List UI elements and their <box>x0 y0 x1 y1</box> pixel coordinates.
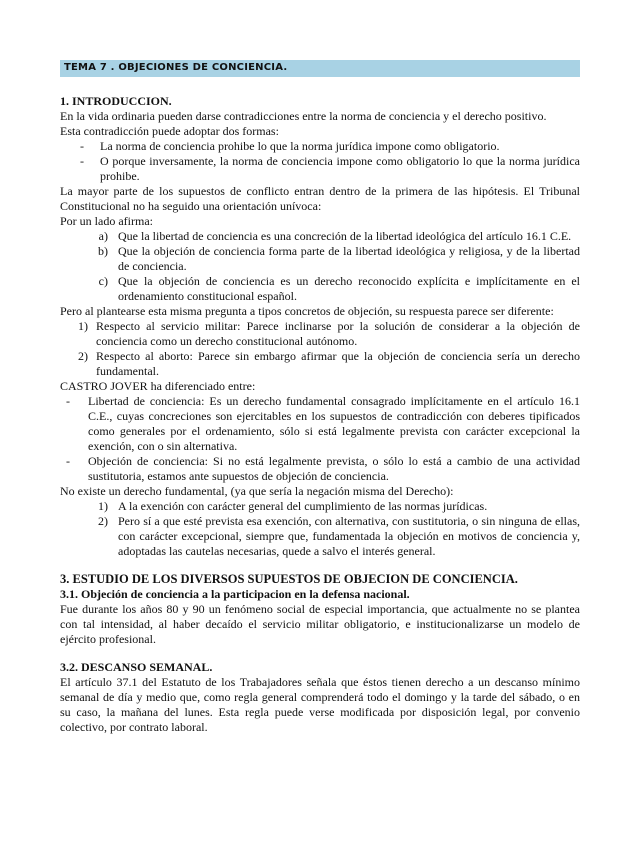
list-item <box>60 274 580 304</box>
list-marker: - <box>80 139 84 153</box>
list-item <box>60 454 580 484</box>
list-marker: 1) <box>78 319 88 333</box>
list-marker: - <box>66 454 70 468</box>
list-item <box>60 154 580 184</box>
list-item <box>60 499 580 514</box>
list-marker: 2) <box>98 514 108 528</box>
list-text: Objeción de conciencia: Si no está legalmente prevista, o sólo lo está a cambio de una actividad sustitutoria, estamos ante supuestos de objeción de conciencia. <box>88 454 580 483</box>
list-item <box>60 514 580 559</box>
list-marker: - <box>66 394 70 408</box>
paragraph: Por un lado afirma: <box>60 214 153 228</box>
paragraph: En la vida ordinaria pueden darse contradicciones entre la norma de conciencia y el derecho positivo. <box>60 109 547 123</box>
list-marker: c) <box>98 274 108 288</box>
list-marker: b) <box>98 244 108 258</box>
list-marker: a) <box>98 229 108 243</box>
spacer <box>60 647 580 660</box>
list-text: O porque inversamente, la norma de conciencia impone como obligatorio lo que la norma jurídica prohibe. <box>100 154 580 183</box>
list-item <box>60 139 580 154</box>
paragraph: Esta contradicción puede adoptar dos formas: <box>60 124 279 138</box>
subsection-3-2-heading: 3.2. DESCANSO SEMANAL. <box>60 660 213 674</box>
list-item <box>60 319 580 349</box>
topic-banner <box>60 60 580 77</box>
list-text: Pero sí a que esté prevista esa exención, con alternativa, con sustitutoria, o sin ninguna de ellas, con carácter excepcional, siempre que, fundamentada la objeción en motivos de conciencia y, adoptadas las cautelas necesarias, quede a salvo el interés general. <box>118 514 580 558</box>
paragraph: La mayor parte de los supuestos de conflicto entran dentro de la primera de las hipótesis. El Tribunal Constitucional no ha seguido una orientación unívoca: <box>60 184 580 213</box>
topic-title: TEMA 7 . OBJECIONES DE CONCIENCIA. <box>64 62 288 73</box>
paragraph: CASTRO JOVER ha diferenciado entre: <box>60 379 256 393</box>
subsection-3-1-heading: 3.1. Objeción de conciencia a la participacion en la defensa nacional. <box>60 587 410 601</box>
list-text: Que la objeción de conciencia es un derecho reconocido explícita e implícitamente en el ordenamiento constitucional español. <box>118 274 580 303</box>
list-marker: - <box>80 154 84 168</box>
list-item <box>60 229 580 244</box>
paragraph: Pero al plantearse esta misma pregunta a tipos concretos de objeción, su respuesta parece ser diferente: <box>60 304 554 318</box>
paragraph: Fue durante los años 80 y 90 un fenómeno social de especial importancia, que actualmente no se plantea con tal intensidad, al haber decaído el servicio militar obligatorio, e institucionalizarse un modelo de ejército profesional. <box>60 602 580 646</box>
list-marker: 2) <box>78 349 88 363</box>
spacer <box>60 559 580 572</box>
section-1-heading: 1. INTRODUCCION. <box>60 94 172 108</box>
paragraph: El artículo 37.1 del Estatuto de los Trabajadores señala que éstos tienen derecho a un descanso mínimo semanal de día y medio que, como regla general comprenderá todo el domingo y la tarde del sábado, o en su caso, la mañana del lunes. Esta regla puede verse modificada por disposición legal, por convenio colectivo, por contrato laboral. <box>60 675 580 734</box>
list-text: La norma de conciencia prohibe lo que la norma jurídica impone como obligatorio. <box>100 139 500 153</box>
list-marker: 1) <box>98 499 108 513</box>
list-text: Respecto al aborto: Parece sin embargo afirmar que la objeción de conciencia sería un derecho fundamental. <box>96 349 580 378</box>
document-body <box>60 94 580 735</box>
list-item <box>60 394 580 454</box>
paragraph: No existe un derecho fundamental, (ya que sería la negación misma del Derecho): <box>60 484 454 498</box>
list-item <box>60 349 580 379</box>
list-text: Libertad de conciencia: Es un derecho fundamental consagrado implícitamente en el artículo 16.1 C.E., cuyas concreciones son ejercitables en los supuestos de contradicción con deberes tipificados como generales por el ordenamiento, sólo si está legalmente prevista con carácter excepcional la exención, con o sin alternativa. <box>88 394 580 453</box>
list-text: Que la objeción de conciencia forma parte de la libertad ideológica y religiosa, y de la libertad de conciencia. <box>118 244 580 273</box>
section-3-heading: 3. ESTUDIO DE LOS DIVERSOS SUPUESTOS DE OBJECION DE CONCIENCIA. <box>60 572 518 586</box>
list-item <box>60 244 580 274</box>
list-text: A la exención con carácter general del cumplimiento de las normas jurídicas. <box>118 499 488 513</box>
list-text: Respecto al servicio militar: Parece inclinarse por la solución de considerar a la objeción de conciencia como un derecho constitucional autónomo. <box>96 319 580 348</box>
list-text: Que la libertad de conciencia es una concreción de la libertad ideológica del artículo 16.1 C.E. <box>118 229 572 243</box>
